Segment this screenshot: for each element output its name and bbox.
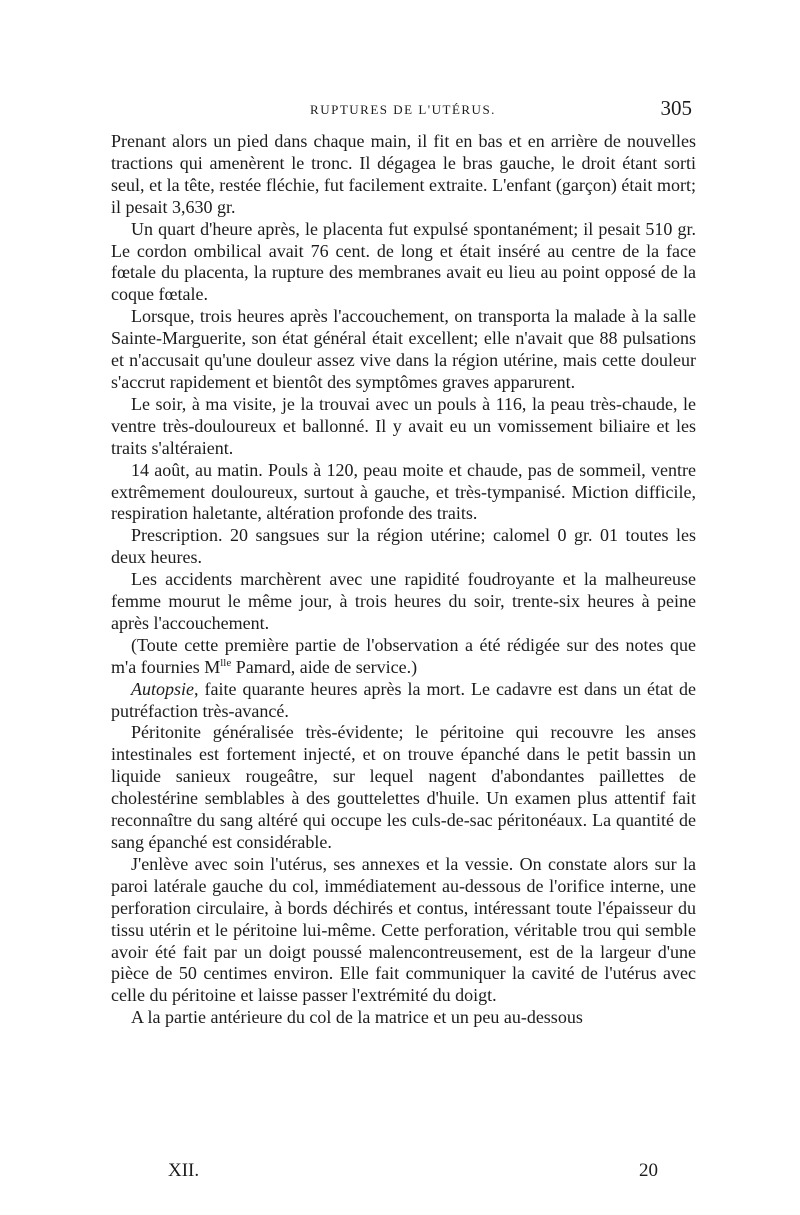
page-footer [168, 1160, 658, 1190]
paragraph-9 [111, 679, 696, 723]
body-text [111, 131, 696, 1029]
paragraph-3: Lorsque, trois heures après l'accouchement, on transporta la malade à la salle Sainte-Marguerite, son état général était excellent; elle n'avait que 88 pulsations et n'accusait qu'une douleur assez vive dans la région utérine, mais cette douleur s'accrut rapidement et bientôt des symptômes graves apparurent. [111, 306, 696, 392]
page-header [112, 96, 694, 126]
running-title: RUPTURES DE L'UTÉRUS. [310, 102, 496, 117]
sheet-number: 20 [639, 1160, 658, 1181]
page-number: 305 [660, 96, 692, 120]
paragraph-8 [111, 635, 696, 679]
paragraph-6: Prescription. 20 sangsues sur la région utérine; calomel 0 gr. 01 toutes les deux heures. [111, 525, 696, 568]
paragraph-2: Un quart d'heure après, le placenta fut expulsé spontanément; il pesait 510 gr. Le cordon ombilical avait 76 cent. de long et était inséré au centre de la face fœtale du placenta, la rupture des membranes avait eu lieu au point opposé de la coque fœtale. [111, 218, 696, 305]
paragraph-12: A la partie antérieure du col de la matrice et un peu au-dessous [131, 1007, 583, 1028]
signature-mark: XII. [168, 1160, 200, 1181]
autopsie-heading: Autopsie [131, 678, 194, 699]
paragraph-5: 14 août, au matin. Pouls à 120, peau moite et chaude, pas de sommeil, ventre extrêmement douloureux, surtout à gauche, et très-tympanisé. Miction difficile, respiration haletante, altération profonde des traits. [111, 459, 696, 524]
note-text-before: (Toute cette première partie de l'observation a été rédigée sur des notes que m'a fournies M [111, 634, 696, 677]
paragraph-4: Le soir, à ma visite, je la trouvai avec un pouls à 116, la peau très-chaude, le ventre très-douloureux et ballonné. Il y avait eu un vomissement biliaire et les traits s'altéraient. [111, 393, 696, 458]
paragraph-7: Les accidents marchèrent avec une rapidité foudroyante et la malheureuse femme mourut le même jour, à trois heures du soir, trente-six heures à peine après l'accouchement. [111, 569, 696, 633]
autopsie-text: , faite quarante heures après la mort. Le cadavre est dans un état de putréfaction très-avancé. [111, 678, 696, 721]
paragraph-10: Péritonite généralisée très-évidente; le péritoine qui recouvre les anses intestinales est fortement injecté, et on trouve épanché dans le petit bassin un liquide sanieux rougeâtre, sur lequel nagent d'abondantes paillettes de cholestérine semblables à des gouttelettes d'huile. Un examen plus attentif fait reconnaître du sang altéré qui occupe les culs-de-sac péritonéaux. La quantité de sang épanché est considérable. [111, 722, 696, 852]
paragraph-1: Prenant alors un pied dans chaque main, il fit en bas et en arrière de nouvelles tractions qui amenèrent le tronc. Il dégagea le bras gauche, le droit étant sorti seul, et la tête, restée fléchie, fut facilement extraite. L'enfant (garçon) était mort; il pesait 3,630 gr. [111, 131, 696, 217]
note-text-after: Pamard, aide de service.) [231, 656, 418, 677]
paragraph-11: J'enlève avec soin l'utérus, ses annexes et la vessie. On constate alors sur la paroi latérale gauche du col, immédiatement au-dessous de l'orifice interne, une perforation circulaire, à bords déchirés et contus, intéressant toute l'épaisseur du tissu utérin et le péritoine lui-même. Cette perforation, véritable trou qui semble avoir été fait par un doigt poussé malencontreusement, est de la largeur d'une pièce de 50 centimes environ. Elle fait communiquer la cavité de l'utérus avec celle du péritoine et laisse passer l'extrémité du doigt. [111, 853, 696, 1006]
note-superscript: lle [220, 656, 232, 669]
